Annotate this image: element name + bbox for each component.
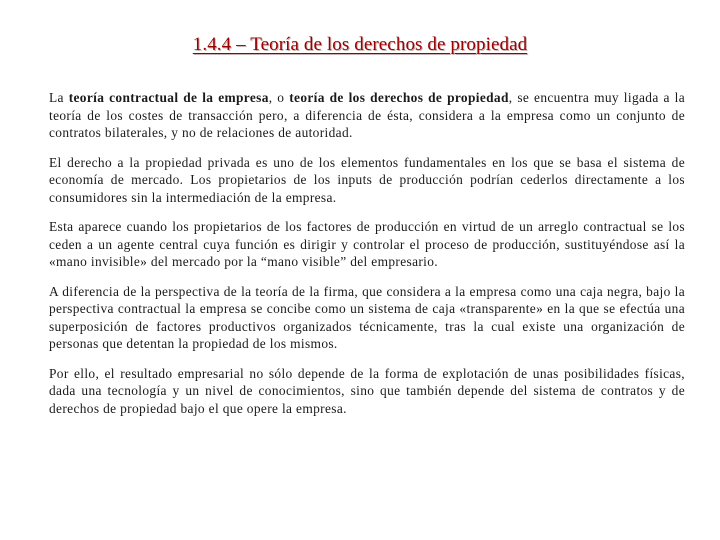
paragraph-3 [49, 218, 685, 271]
slide-title: 1.4.4 – Teoría de los derechos de propiedad [192, 34, 528, 55]
paragraph-1-bold-term: teoría contractual de la empresa [68, 90, 269, 105]
paragraph-1-bold-term: teoría de los derechos de propiedad [289, 90, 509, 105]
paragraph-1-segment: , se encuentra muy ligada a la teoría de los costes de transacción pero, a diferencia de ésta, considera a la empresa como un conjunto de contratos bilaterales, y no de relaciones de autoridad. [49, 90, 685, 140]
paragraph-5 [49, 365, 685, 418]
slide-body [49, 89, 685, 429]
paragraph-1-segment: La [49, 90, 69, 105]
paragraph-5-text: Por ello, el resultado empresarial no sólo depende de la forma de explotación de unas posibilidades físicas, dada una tecnología y un nivel de conocimientos, sino que también depende del sistema de contratos y de derechos de propiedad bajo el que opere la empresa. [49, 365, 685, 416]
paragraph-4 [49, 283, 685, 353]
paragraph-4-text: A diferencia de la perspectiva de la teoría de la firma, que considera a la empresa como una caja negra, bajo la perspectiva contractual la empresa se concibe como un sistema de caja «transparente» en la que se efectúa una superposición de factores productivos organizados técnicamente, tras la cual existe una organización de personas que detentan la propiedad de los mismos. [49, 283, 685, 351]
paragraph-1 [49, 89, 685, 142]
paragraph-1-segment: , o [268, 90, 290, 105]
paragraph-2-text: El derecho a la propiedad privada es uno de los elementos fundamentales en los que se basa el sistema de economía de mercado. Los propietarios de los inputs de producción podrían cederlos directamente a los consumidores sin la intermediación de la empresa. [49, 154, 685, 205]
paragraph-3-text: Esta aparece cuando los propietarios de los factores de producción en virtud de un arreglo contractual se los ceden a un agente central cuya función es dirigir y controlar el proceso de producción, sustituyéndose así la «mano invisible» del mercado por la “mano visible” del empresario. [49, 219, 685, 269]
paragraph-2 [49, 154, 685, 207]
